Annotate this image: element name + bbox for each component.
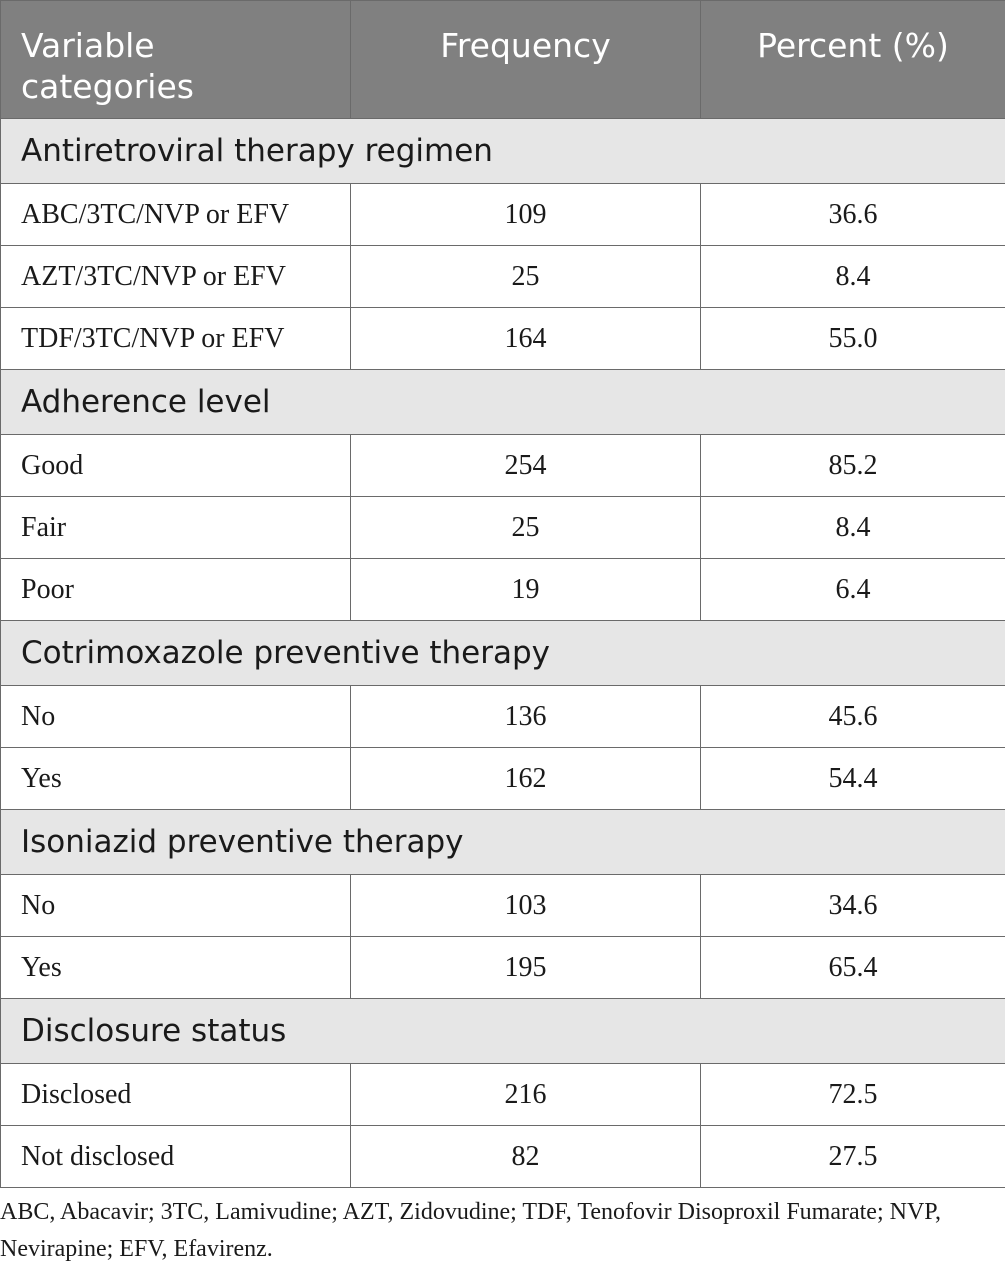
section-header-row bbox=[1, 119, 1005, 184]
table-row bbox=[1, 559, 1005, 621]
table-row bbox=[1, 246, 1005, 308]
frequency-cell: 25 bbox=[351, 497, 701, 559]
category-cell: Not disclosed bbox=[1, 1126, 351, 1188]
table-body bbox=[1, 119, 1005, 1188]
column-header-variable-categories bbox=[1, 1, 351, 119]
category-cell: Good bbox=[1, 435, 351, 497]
section-header-row bbox=[1, 370, 1005, 435]
percent-cell: 8.4 bbox=[701, 497, 1005, 559]
section-title: Adherence level bbox=[1, 370, 1005, 435]
table-row bbox=[1, 686, 1005, 748]
table-header bbox=[1, 1, 1005, 119]
column-header-frequency: Frequency bbox=[351, 1, 701, 119]
section-header-row bbox=[1, 999, 1005, 1064]
frequency-cell: 25 bbox=[351, 246, 701, 308]
frequency-cell: 216 bbox=[351, 1064, 701, 1126]
category-cell: Yes bbox=[1, 937, 351, 999]
percent-cell: 55.0 bbox=[701, 308, 1005, 370]
table-row bbox=[1, 184, 1005, 246]
section-header-row bbox=[1, 810, 1005, 875]
frequency-cell: 82 bbox=[351, 1126, 701, 1188]
column-header-percent: Percent (%) bbox=[701, 1, 1005, 119]
category-cell: Fair bbox=[1, 497, 351, 559]
frequency-cell: 109 bbox=[351, 184, 701, 246]
percent-cell: 6.4 bbox=[701, 559, 1005, 621]
percent-cell: 34.6 bbox=[701, 875, 1005, 937]
header-line-2: categories bbox=[21, 67, 194, 106]
category-cell: Yes bbox=[1, 748, 351, 810]
table-row bbox=[1, 497, 1005, 559]
section-title: Disclosure status bbox=[1, 999, 1005, 1064]
frequency-cell: 164 bbox=[351, 308, 701, 370]
frequency-cell: 103 bbox=[351, 875, 701, 937]
frequency-cell: 19 bbox=[351, 559, 701, 621]
table-footnote: ABC, Abacavir; 3TC, Lamivudine; AZT, Zidovudine; TDF, Tenofovir Disoproxil Fumarate; NVP, Nevirapine; EFV, Efavirenz. bbox=[0, 1199, 941, 1262]
frequency-cell: 254 bbox=[351, 435, 701, 497]
category-cell: No bbox=[1, 686, 351, 748]
frequency-cell: 195 bbox=[351, 937, 701, 999]
section-title: Antiretroviral therapy regimen bbox=[1, 119, 1005, 184]
table-row bbox=[1, 1126, 1005, 1188]
percent-cell: 85.2 bbox=[701, 435, 1005, 497]
table-row bbox=[1, 748, 1005, 810]
table-row bbox=[1, 875, 1005, 937]
percent-cell: 8.4 bbox=[701, 246, 1005, 308]
percent-cell: 45.6 bbox=[701, 686, 1005, 748]
header-line-1: Variable bbox=[21, 26, 155, 65]
frequency-cell: 162 bbox=[351, 748, 701, 810]
table-row bbox=[1, 1064, 1005, 1126]
percent-cell: 36.6 bbox=[701, 184, 1005, 246]
percent-cell: 54.4 bbox=[701, 748, 1005, 810]
frequency-cell: 136 bbox=[351, 686, 701, 748]
category-cell: Poor bbox=[1, 559, 351, 621]
category-cell: No bbox=[1, 875, 351, 937]
category-cell: ABC/3TC/NVP or EFV bbox=[1, 184, 351, 246]
table-row bbox=[1, 435, 1005, 497]
percent-cell: 27.5 bbox=[701, 1126, 1005, 1188]
category-cell: AZT/3TC/NVP or EFV bbox=[1, 246, 351, 308]
table-row bbox=[1, 937, 1005, 999]
header-row bbox=[1, 1, 1005, 119]
table-row bbox=[1, 308, 1005, 370]
category-cell: TDF/3TC/NVP or EFV bbox=[1, 308, 351, 370]
category-cell: Disclosed bbox=[1, 1064, 351, 1126]
section-title: Cotrimoxazole preventive therapy bbox=[1, 621, 1005, 686]
percent-cell: 65.4 bbox=[701, 937, 1005, 999]
percent-cell: 72.5 bbox=[701, 1064, 1005, 1126]
section-header-row bbox=[1, 621, 1005, 686]
section-title: Isoniazid preventive therapy bbox=[1, 810, 1005, 875]
